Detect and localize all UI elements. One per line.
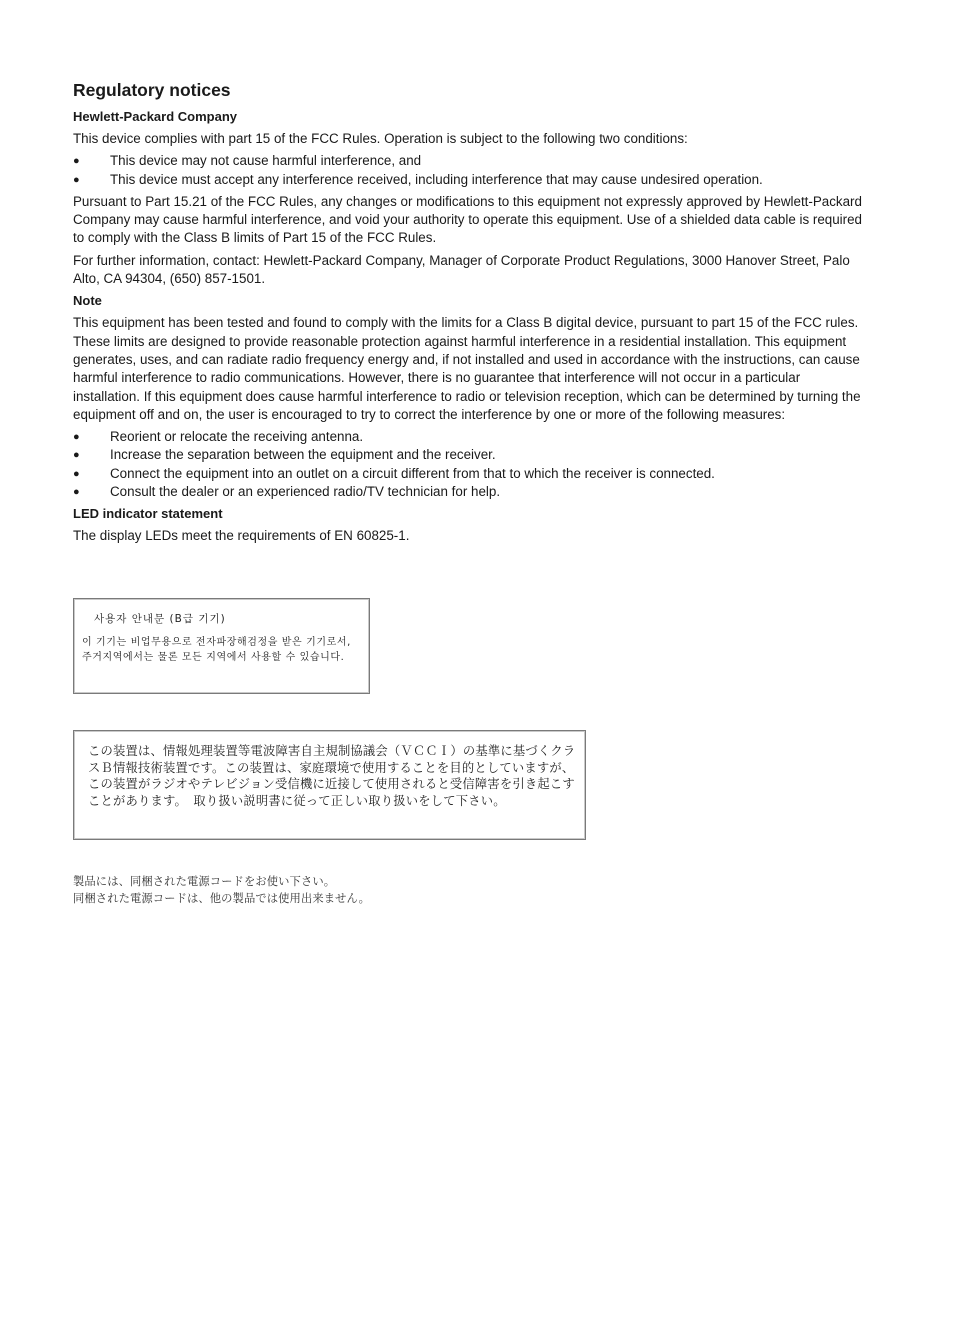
list-item: ● Increase the separation between the equipment and the receiver.: [73, 446, 868, 464]
korean-notice-body: 이 기기는 비업무용으로 전자파장해검정을 받은 기기로서, 주거지역에서는 물론 모든 지역에서 사용할 수 있습니다.: [82, 637, 351, 663]
hp-heading: Hewlett-Packard Company: [73, 109, 237, 124]
vcci-notice-body: この装置は、情報処理装置等電波障害自主規制協議会（ＶＣＣＩ）の基準に基づくクラスＢ情報技術装置です。この装置は、家庭環境で使用することを目的としていますが、この装置がラジオやテレビジョン受信機に近接して使用されると受信障害を引き起こすことがあります。 取り扱い説明書に従って正しい取り扱いをして下さい。: [88, 744, 576, 808]
fcc-intro: This device complies with part 15 of the FCC Rules. Operation is subject to the following two conditions:: [73, 131, 688, 146]
note-heading: Note: [73, 293, 102, 309]
list-item: ● This device may not cause harmful interference, and: [73, 152, 868, 170]
page-title: Regulatory notices: [73, 80, 231, 100]
bullet-icon: ●: [73, 173, 80, 186]
vcci-notice: [73, 730, 586, 840]
list-item: ● Connect the equipment into an outlet on a circuit different from that to which the receiver is connected.: [73, 465, 868, 483]
bullet-icon: ●: [73, 449, 80, 462]
bullet-icon: ●: [73, 467, 80, 480]
power-cord-line-2: 同梱された電源コードは、他の製品では使用出来ません。: [73, 891, 370, 905]
note-paragraph: This equipment has been tested and found to comply with the limits for a Class B digital device, pursuant to part 15 of the FCC rules. These limits are designed to provide reasonable protection against harmful interference in a residential installation. This equipment generates, uses, and can radiate radio frequency energy and, if not installed and used in accordance with the instructions, can cause harmful interference to radio communications. However, there is no guarantee that interference will not occur in a particular installation. If this equipment does cause harmful interference to radio or television reception, which can be determined by turning the equipment off and on, the user is encouraged to try to correct the interference by one or more of the following measures:: [73, 315, 861, 422]
led-heading: LED indicator statement: [73, 506, 223, 522]
bullet-icon: ●: [73, 486, 80, 499]
fcc-pursuant-paragraph: Pursuant to Part 15.21 of the FCC Rules, any changes or modifications to this equipment not expressly approved by Hewlett-Packard Company may cause harmful interference, and void your authority to operate this equipment. Use of a shielded data cable is required to comply with the Class B limits of Part 15 of the FCC Rules.: [73, 193, 863, 246]
power-cord-notice: [73, 874, 425, 907]
korean-notice-title: 사용자 안내문 (B급 기기): [94, 613, 226, 625]
measures-list: [73, 428, 868, 501]
list-item: ● Reorient or relocate the receiving antenna.: [73, 428, 868, 446]
bullet-icon: ●: [73, 431, 80, 444]
fcc-conditions-list: [73, 152, 868, 189]
korean-class-b-notice: [73, 598, 370, 694]
list-item: ● This device must accept any interference received, including interference that may cause undesired operation.: [73, 171, 868, 189]
list-item: ● Consult the dealer or an experienced radio/TV technician for help.: [73, 483, 868, 501]
bullet-icon: ●: [73, 155, 80, 168]
regulatory-notices-section: [73, 78, 868, 550]
led-paragraph: The display LEDs meet the requirements of EN 60825-1.: [73, 528, 410, 544]
contact-paragraph: For further information, contact: Hewlett-Packard Company, Manager of Corporate Product Regulations, 3000 Hanover Street, Palo Alto, CA 94304, (650) 857-1501.: [73, 252, 850, 287]
power-cord-line-1: 製品には、同梱された電源コードをお使い下さい。: [73, 875, 336, 888]
